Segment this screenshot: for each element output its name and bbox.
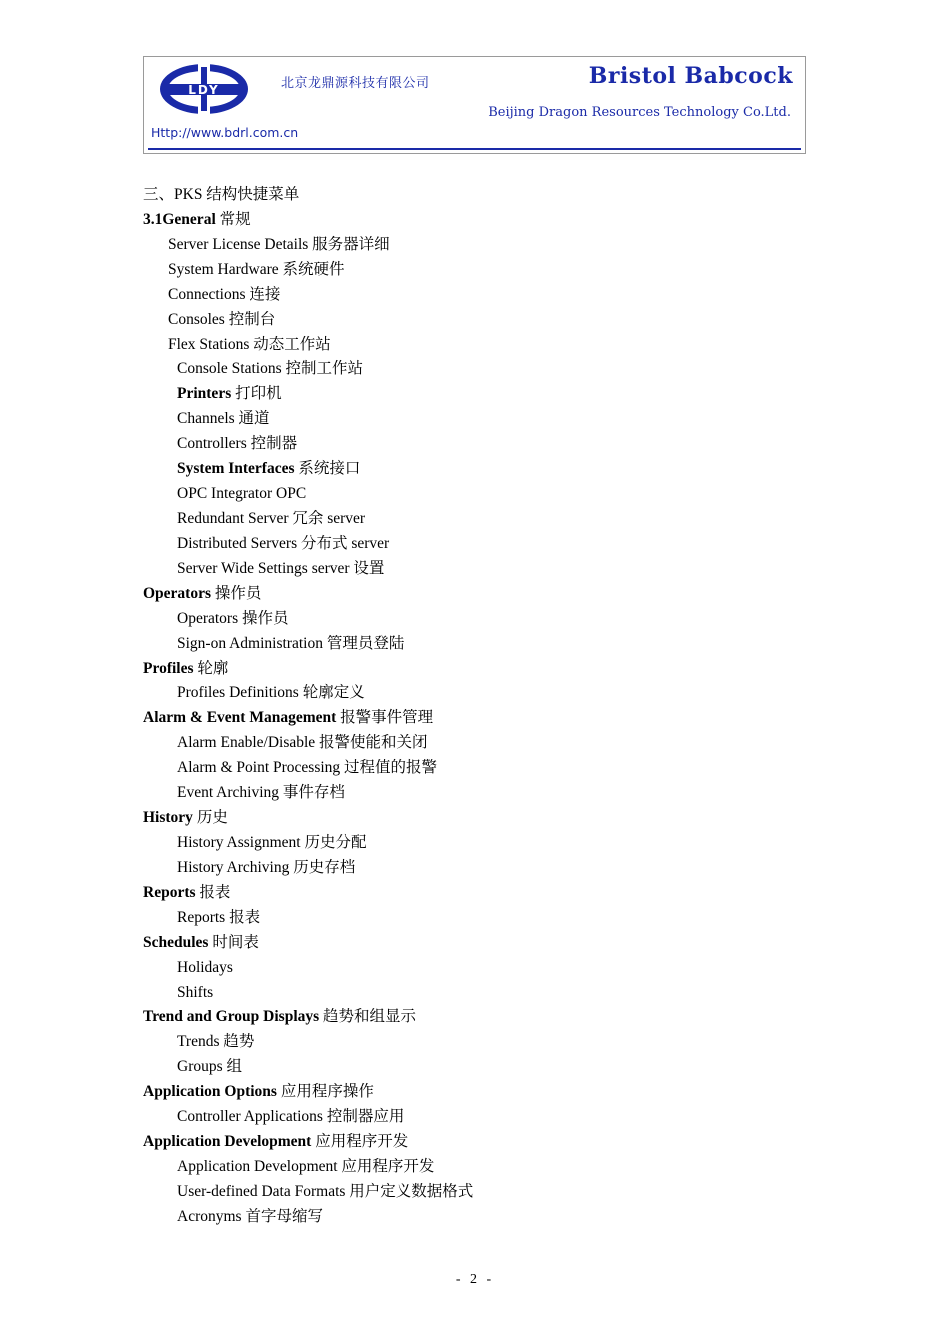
list-item: Consoles 控制台 [168,310,276,328]
menu-content [143,183,823,1230]
heading-en: History [143,809,193,827]
brand-subtitle: Beijing Dragon Resources Technology Co.Ltd. [488,105,791,120]
list-item: Trends 趋势 [177,1033,255,1051]
list-item: Event Archiving 事件存档 [177,784,345,802]
heading-app-options [143,1080,823,1105]
list-item: Sign-on Administration 管理员登陆 [177,634,405,652]
heading-alarm [143,706,823,731]
list-item: History Archiving 历史存档 [177,858,356,876]
list-item: Alarm Enable/Disable 报警使能和关闭 [177,734,428,752]
header-divider [148,148,801,150]
page-header [143,56,806,154]
list-item: Shifts [177,983,214,1001]
heading-cn: 时间表 [208,933,259,951]
heading-en: Operators [143,584,212,602]
heading-cn: 报警事件管理 [336,709,434,727]
heading-reports [143,881,823,906]
list-item: Controllers 控制器 [177,435,298,453]
heading-cn: 常规 [215,210,251,228]
heading-profiles [143,657,823,682]
list-item: Server License Details 服务器详细 [168,235,390,253]
list-item: Operators 操作员 [177,609,289,627]
heading-history [143,806,823,831]
heading-en: Profiles [143,659,194,677]
heading-cn: 应用程序开发 [311,1133,409,1151]
list-item: Connections 连接 [168,285,281,303]
list-item: Flex Stations 动态工作站 [168,335,331,353]
company-name-cn: 北京龙鼎源科技有限公司 [281,76,430,91]
heading-en: Application Options [143,1083,277,1101]
item-cn: 打印机 [231,385,282,403]
list-item: Groups 组 [177,1058,243,1076]
list-item: Alarm & Point Processing 过程值的报警 [177,759,438,777]
list-item: System Hardware 系统硬件 [168,260,345,278]
heading-operators [143,582,823,607]
heading-en: Application Development [143,1133,312,1151]
list-item: Controller Applications 控制器应用 [177,1108,405,1126]
list-item: Channels 通道 [177,410,270,428]
heading-en: Trend and Group Displays [143,1008,320,1026]
heading-cn: 历史 [192,809,228,827]
brand-name: Bristol Babcock [588,63,793,89]
company-url: Http://www.bdrl.com.cn [151,125,299,140]
list-item: History Assignment 历史分配 [177,833,367,851]
heading-app-dev [143,1130,823,1155]
heading-cn: 应用程序操作 [276,1083,374,1101]
heading-schedules [143,931,823,956]
list-item: Server Wide Settings server 设置 [177,559,385,577]
list-item: Distributed Servers 分布式 server [177,534,390,552]
list-item: Reports 报表 [177,908,261,926]
list-item: Redundant Server 冗余 server [177,509,366,527]
heading-en: Reports [143,883,196,901]
list-item-printers [143,382,823,407]
heading-cn: 报表 [195,883,231,901]
list-item: User-defined Data Formats 用户定义数据格式 [177,1182,474,1200]
section-title: 三、PKS 结构快捷菜单 [143,186,300,203]
list-item: Holidays [177,958,233,976]
list-item: OPC Integrator OPC [177,485,307,503]
heading-cn: 轮廓 [193,659,229,677]
heading-en: 3.1General [143,210,216,228]
list-item-system-interfaces [143,457,823,482]
page-number: - 2 - [455,1272,495,1287]
heading-cn: 操作员 [211,584,262,602]
logo-text: LDY [188,83,220,97]
list-item: Application Development 应用程序开发 [177,1157,435,1175]
item-en: System Interfaces [177,460,295,478]
heading-en: Schedules [143,933,209,951]
heading-trend [143,1005,823,1030]
list-item: Acronyms 首字母缩写 [177,1207,323,1225]
list-item: Console Stations 控制工作站 [177,360,364,378]
item-cn: 系统接口 [294,460,361,478]
ldy-logo [158,61,254,117]
heading-general [143,208,823,233]
list-item: Profiles Definitions 轮廓定义 [177,684,365,702]
heading-cn: 趋势和组显示 [319,1008,417,1026]
item-en: Printers [177,385,232,403]
heading-en: Alarm & Event Management [143,709,337,727]
